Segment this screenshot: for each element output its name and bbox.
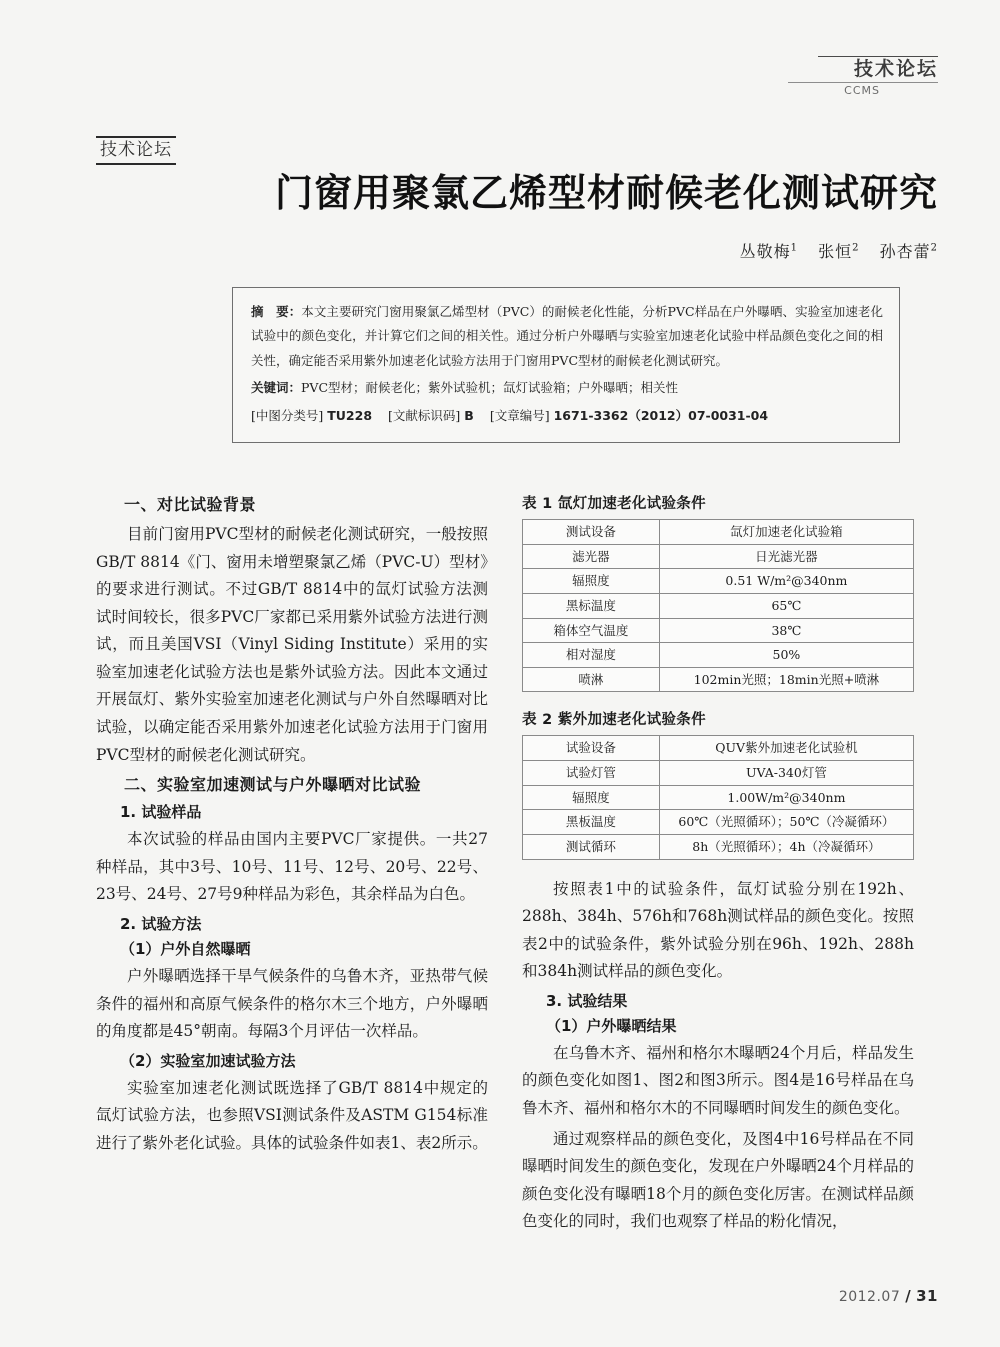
running-head-chinese: 技术论坛: [853, 58, 938, 80]
running-head-english: CCMS: [844, 83, 880, 97]
table-row: [523, 618, 914, 643]
author-entry: [880, 242, 938, 261]
table-row: [523, 643, 914, 668]
paragraph-color-change-observation: 通过观察样品的颜色变化，及图4中16号样品在不同曝晒时间发生的颜色变化，发现在户外曝晒24个月样品的颜色变化没有曝晒18个月的颜色变化厉害。在测试样品颜色变化的同时，我们也观察了样品的粉化情况，: [522, 1129, 914, 1231]
table-xenon-conditions: [522, 519, 914, 692]
table-cell-key: 黑标温度: [523, 593, 660, 618]
table-cell-value: QUV紫外加速老化试验机: [659, 736, 913, 761]
table-cell-value: 60℃（光照循环）；50℃（冷凝循环）: [659, 810, 913, 835]
running-head-rule-top: [818, 56, 938, 57]
table-row: [523, 569, 914, 594]
table-cell-key: 试验设备: [523, 736, 660, 761]
heading-comparison-background: 一、对比试验背景: [124, 495, 257, 514]
table-cell-value: 日光滤光器: [659, 544, 913, 569]
author-entry: [818, 242, 859, 261]
table-row: [523, 761, 914, 786]
table-row: [523, 520, 914, 545]
table-cell-key: 测试设备: [523, 520, 660, 545]
table-cell-key: 黑板温度: [523, 810, 660, 835]
heading-lab-vs-outdoor: 二、实验室加速测试与户外曝晒对比试验: [124, 775, 422, 795]
clc-label: [中图分类号]: [251, 407, 324, 423]
table-cell-value: 65℃: [659, 593, 913, 618]
table-cell-value: 1.00W/m²@340nm: [659, 785, 913, 810]
table-cell-key: 试验灯管: [523, 761, 660, 786]
table-uv-conditions: [522, 735, 914, 859]
right-column: [522, 492, 914, 1239]
article-id-label: [文章编号]: [489, 407, 550, 423]
clc-value: TU228: [327, 407, 373, 423]
paragraph-test-conditions: 按照表1中的试验条件，氙灯试验分别在192h、288h、384h、576h和768h测试样品的颜色变化。按照表2中的试验条件，紫外试验分别在96h、192h、288h和384h测试样品的颜色变化。: [522, 879, 914, 981]
author-name: 丛敬梅: [739, 241, 791, 261]
abstract-paragraph: [251, 300, 883, 373]
table-cell-key: 滤光器: [523, 544, 660, 569]
table-cell-value: 50%: [659, 643, 913, 668]
author-name: 孙杏蕾: [879, 241, 931, 261]
paragraph-outdoor-exposure: 户外曝晒选择干旱气候条件的乌鲁木齐，亚热带气候条件的福州和高原气候条件的格尔木三个地方，户外曝晒的角度都是45°朝南。每隔3个月评估一次样品。: [96, 966, 488, 1041]
table1-caption: 表 1 氙灯加速老化试验条件: [522, 496, 706, 512]
subheading-test-samples: 1. 试验样品: [120, 803, 202, 822]
keywords-label: 关键词：: [251, 380, 302, 396]
table-row: [523, 785, 914, 810]
table2-caption: 表 2 紫外加速老化试验条件: [522, 712, 706, 729]
subheading-outdoor-exposure: （1）户外自然曝晒: [120, 939, 251, 958]
table-row: [523, 593, 914, 618]
page-footer: [839, 1287, 938, 1305]
table-cell-value: 0.51 W/m²@340nm: [659, 569, 913, 594]
table-cell-value: 氙灯加速老化试验箱: [659, 520, 913, 545]
body-columns: [96, 492, 914, 1239]
document-code-label: [文献标识码]: [388, 407, 461, 423]
page-number: 31: [916, 1287, 938, 1305]
subheading-test-methods: 2. 试验方法: [120, 914, 202, 933]
table-cell-key: 喷淋: [523, 667, 660, 692]
table-cell-key: 相对湿度: [523, 643, 660, 668]
subheading-outdoor-results: （1）户外曝晒结果: [546, 1016, 677, 1035]
table-cell-key: 辐照度: [523, 569, 660, 594]
table-row: [523, 810, 914, 835]
title-block: [96, 136, 938, 262]
article-id-value: 1671-3362（2012）07-0031-04: [553, 407, 769, 423]
document-code-value: B: [464, 407, 474, 423]
author-affiliation-mark: 2: [852, 242, 860, 254]
running-head-rule-bottom: [788, 82, 938, 83]
table-cell-value: UVA-340灯管: [659, 761, 913, 786]
footer-separator: /: [905, 1287, 912, 1305]
abstract-text: 本文主要研究门窗用聚氯乙烯型材（PVC）的耐候老化性能，分析PVC样品在户外曝晒、实验室加速老化试验中的颜色变化，并计算它们之间的相关性。通过分析户外曝晒与实验室加速老化试验中样品颜色变化之间的相关性，确定能否采用紫外加速老化试验方法用于门窗用PVC型材的耐候老化测试研究。: [251, 304, 883, 368]
paragraph-lab-accelerated-method: 实验室加速老化测试既选择了GB/T 8814中规定的氙灯试验方法，也参照VSI测试条件及ASTM G154标准进行了紫外老化试验。具体的试验条件如表1、表2所示。: [96, 1078, 488, 1152]
metadata-line: [251, 404, 883, 428]
abstract-box: [232, 287, 900, 443]
table-cell-key: 箱体空气温度: [523, 618, 660, 643]
section-tag: 技术论坛: [96, 136, 176, 165]
left-column: [96, 492, 488, 1239]
table-row: [523, 834, 914, 859]
table-cell-value: 8h（光照循环）；4h（冷凝循环）: [659, 834, 913, 859]
table-cell-key: 辐照度: [523, 785, 660, 810]
keywords-paragraph: [251, 376, 883, 400]
table-row: [523, 667, 914, 692]
page-title: 门窗用聚氯乙烯型材耐候老化测试研究: [274, 171, 938, 216]
keywords-text: PVC型材；耐候老化；紫外试验机；氙灯试验箱；户外曝晒；相关性: [301, 380, 679, 396]
author-list: [96, 239, 938, 262]
table-cell-value: 102min光照；18min光照+喷淋: [659, 667, 913, 692]
subheading-lab-accelerated-method: （2）实验室加速试验方法: [120, 1051, 296, 1070]
subheading-test-results: 3. 试验结果: [546, 991, 628, 1010]
table-row: [523, 736, 914, 761]
author-affiliation-mark: 1: [790, 242, 799, 254]
table-cell-key: 测试循环: [523, 834, 660, 859]
table-row: [523, 544, 914, 569]
paragraph-outdoor-results: 在乌鲁木齐、福州和格尔木曝晒24个月后，样品发生的颜色变化如图1、图2和图3所示。图4是16号样品在乌鲁木齐、福州和格尔木的不同曝晒时间发生的颜色变化。: [522, 1043, 914, 1117]
abstract-label: 摘 要：: [251, 304, 302, 319]
table-cell-value: 38℃: [659, 618, 913, 643]
author-name: 张恒: [818, 241, 853, 261]
running-head: [708, 56, 938, 97]
paragraph-samples: 本次试验的样品由国内主要PVC厂家提供。一共27种样品，其中3号、10号、11号、12号、20号、22号、23号、24号、27号9种样品为彩色，其余样品为白色。: [96, 830, 488, 904]
author-entry: [740, 242, 798, 261]
footer-issue: 2012.07: [838, 1289, 901, 1305]
author-affiliation-mark: 2: [930, 242, 938, 254]
paragraph-background: 目前门窗用PVC型材的耐候老化测试研究，一般按照GB/T 8814《门、窗用未增塑聚氯乙烯（PVC-U）型材》的要求进行测试。不过GB/T 8814中的氙灯试验方法测试时间较长，很多PVC厂家都已采用紫外试验方法进行测试，而且美国VSI（Vinyl Siding Institute）采用的实验室加速老化试验方法也是紫外试验方法。因此本文通过开展氙灯、紫外实验室加速老化测试与户外自然曝晒对比试验，以确定能否采用紫外加速老化试验方法用于门窗用PVC型材的耐候老化测试研究。: [96, 525, 488, 764]
